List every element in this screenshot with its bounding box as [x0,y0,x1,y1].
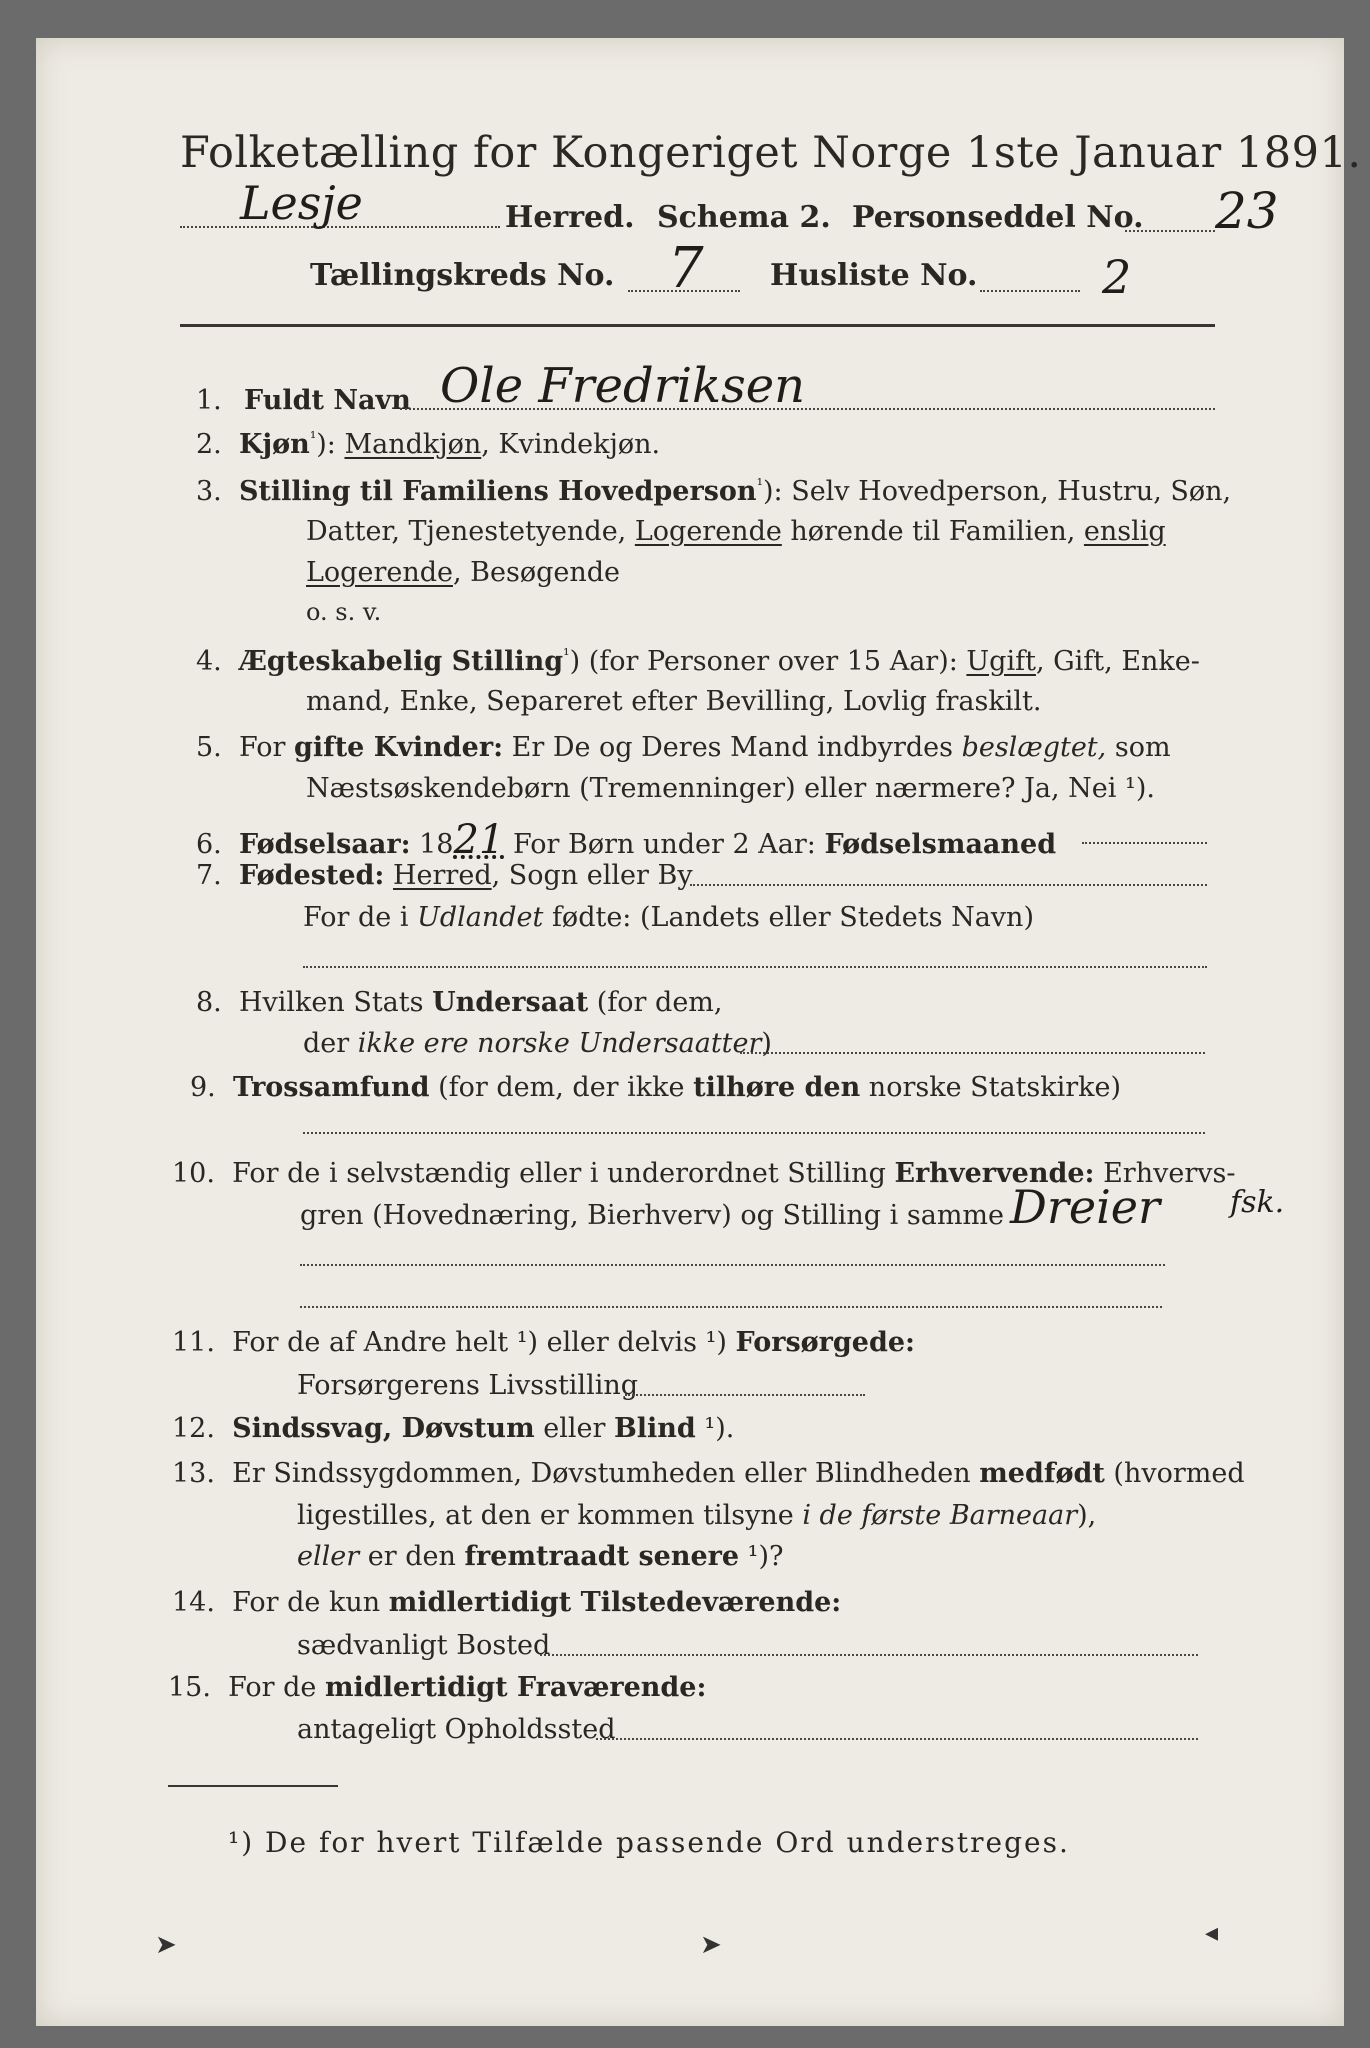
q3-sup: ¹ [756,475,763,494]
q14-dotted-line [540,1654,1198,1656]
personseddel-label: Personseddel No. [852,200,1144,235]
q7-dotted-line2 [303,966,1207,968]
q6-number: 6. [196,829,222,860]
taellingskreds-value: 7 [668,236,704,301]
q15-fravaerende: midlertidigt Fraværende: [324,1672,707,1703]
q1-handwritten-name: Ole Fredriksen [440,358,806,414]
footnote: ¹) De for hvert Tilfælde passende Ord understreges. [228,1826,1070,1859]
q8-rest: (for dem, [588,987,723,1018]
q15-line1a: For de [228,1672,325,1703]
q10-handwritten-occupation: Dreier [1010,1180,1161,1234]
q3-logerende-underlined: Logerende [634,516,782,547]
q6-fodselsmaaned: Fødselsmaaned [824,829,1057,860]
q14-number: 14. [172,1587,215,1618]
q4-row2: mand, Enke, Separeret efter Bevilling, Lovlig fraskilt. [306,686,1042,717]
schema-label: Schema 2. [657,200,831,235]
q11-dotted-line [625,1394,865,1396]
registration-mark-left: ➤ [155,1930,177,1960]
q13-row2 [297,1500,1096,1531]
q7-dotted-line [690,884,1207,886]
q4-line1c: , Gift, Enke- [1035,646,1200,677]
q11-number: 11. [172,1327,215,1358]
personseddel-value: 23 [1215,182,1279,240]
q5-row1 [196,732,1171,763]
taellingskreds-label: Tællingskreds No. [310,258,615,293]
q3-row3 [306,557,620,588]
q9-tilhore-den: tilhøre den [693,1072,861,1103]
q3-line2c: hørende til Familien, [781,516,1084,547]
q7-number: 7. [196,860,222,891]
q14-line1a: For de kun [232,1587,389,1618]
q7-rest: , Sogn eller By [491,860,693,891]
q7-row1 [196,860,693,891]
q8-line2b: ikke ere norske Undersaatter [357,1028,762,1059]
q14-tilstedevaerende: midlertidigt Tilstedeværende: [388,1587,842,1618]
q8-label1: Hvilken Stats [238,987,433,1018]
q2-sup: ¹ [309,428,317,447]
q10-number: 10. [172,1158,215,1189]
q13-line3d: ¹)? [739,1541,784,1572]
husliste-dotted-line [980,290,1080,292]
q5-label1: For [238,732,294,763]
q6-label: Fødselsaar: [238,829,411,860]
q13-eller: eller [297,1541,360,1572]
form-title: Folketælling for Kongeriget Norge 1ste Januar 1891. [180,128,1362,178]
q3-number: 3. [196,476,222,507]
q8-line2a: der [303,1028,358,1059]
q2-option-mandkjon: Mandkjøn [344,429,482,460]
q13-line2b: i de første Barneaar [802,1500,1078,1531]
q4-number: 4. [196,646,222,677]
q2-label: Kjøn [238,429,310,460]
q1-label: Fuldt Navn [244,385,411,416]
q11-forsorgede: Forsørgede: [735,1327,915,1358]
q3-osv: o. s. v. [306,598,382,626]
q3-line2a: Datter, Tjenestetyende, [306,516,635,547]
q10-line1c: Erhvervs- [1094,1158,1236,1189]
q7-herred-underlined: Herred [393,860,492,891]
q3-row2 [306,516,1166,547]
q7-line2a: For de i [303,902,418,933]
q6-prefix: 18 [410,829,454,860]
q4-label: Ægteskabelig Stilling [238,646,564,677]
q9-number: 9. [190,1072,216,1103]
q2-option-kvindekjon: , Kvindekjøn. [481,429,661,460]
q9-label: Trossamfund [232,1072,430,1103]
q11-row1 [172,1327,915,1358]
q5-line1a: Er De og Deres Mand indbyrdes [503,732,962,763]
q5-line1b: beslægtet, [961,732,1107,763]
q12-label: Sindssvag, Døvstum [232,1413,535,1444]
q14-row2: sædvanligt Bosted [297,1630,551,1661]
q9-rest2: norske Statskirke) [860,1072,1122,1103]
q13-line1a: Er Sindssygdommen, Døvstumheden eller Blindheden [232,1458,980,1489]
q13-line3b: er den [359,1541,465,1572]
q5-row2: Næstsøskendebørn (Tremenninger) eller nærmere? Ja, Nei ¹). [306,773,1155,804]
q3-line3b: , Besøgende [452,557,620,588]
q13-fremtraadt-senere: fremtraadt senere [464,1541,740,1572]
q7-line2c: fødte: (Landets eller Stedets Navn) [543,902,1034,933]
q10-row2: gren (Hovednæring, Bierhverv) og Stilling i samme [300,1200,1005,1231]
q8-dotted-line [740,1052,1205,1054]
q10-dotted-line1 [300,1264,1165,1266]
q6-dotted-line [1082,842,1207,844]
q5-label2: gifte Kvinder: [293,732,504,763]
footnote-rule [168,1785,338,1787]
q10-dotted-line2 [300,1306,1162,1308]
husliste-label: Husliste No. [770,258,978,293]
q3-line1: ): Selv Hovedperson, Hustru, Søn, [762,476,1232,507]
q13-line2c: ), [1077,1500,1097,1531]
herred-handwritten: Lesje [240,176,363,230]
q13-line1c: (hvormed [1104,1458,1245,1489]
herred-label: Herred. [505,200,635,235]
q8-row1 [196,987,723,1018]
q12-number: 12. [172,1413,215,1444]
q8-line2c: ) [761,1028,772,1059]
q2-row [196,428,660,460]
q7-row2 [303,902,1034,933]
q2-number: 2. [196,429,222,460]
q12-rest: eller [534,1413,614,1444]
q11-line1a: For de af Andre helt ¹) eller delvis ¹) [232,1327,736,1358]
registration-mark-right: ◂ [1205,1918,1219,1948]
q13-medfodt: medfødt [979,1458,1105,1489]
q4-sup: ¹ [563,645,570,664]
q3-label: Stilling til Familiens Hovedperson [238,476,757,507]
q9-rest: (for dem, der ikke [429,1072,694,1103]
q15-row2: antageligt Opholdssted [297,1714,616,1745]
q10-margin-note: fsk. [1230,1185,1285,1220]
q6-rest: For Børn under 2 Aar: [504,829,825,860]
q15-number: 15. [168,1672,211,1703]
q3-logerende2-underlined: Logerende [306,557,453,588]
q9-dotted-line [303,1132,1205,1134]
q8-row2 [303,1028,772,1059]
personseddel-dotted-line [1125,230,1215,232]
header-rule [180,324,1215,327]
q13-number: 13. [172,1458,215,1489]
q13-row3 [297,1541,783,1572]
q5-line1c: som [1106,732,1171,763]
q7-label: Fødested: [238,860,385,891]
q1-number: 1. [196,385,222,416]
q15-dotted-line [596,1738,1198,1740]
q15-row1 [168,1672,706,1703]
q14-row1 [172,1587,841,1618]
q4-row1 [196,645,1200,677]
q10-erhvervende: Erhvervende: [894,1158,1095,1189]
q6-birthyear-handwritten: 21 [453,817,505,863]
q10-line1a: For de i selvstændig eller i underordnet Stilling [232,1158,895,1189]
q9-row [190,1072,1121,1103]
q5-number: 5. [196,732,222,763]
q6-row [196,817,1056,863]
q7-udlandet: Udlandet [417,902,544,933]
q13-line2a: ligestilles, at den er kommen tilsyne [297,1500,803,1531]
q12-row [172,1413,734,1444]
q12-blind: Blind [613,1413,696,1444]
husliste-value: 2 [1102,250,1132,304]
q11-row2: Forsørgerens Livsstilling [297,1370,639,1401]
q13-row1 [172,1458,1245,1489]
q8-undersaat: Undersaat [432,987,589,1018]
q3-row1 [196,475,1231,507]
q8-number: 8. [196,987,222,1018]
q4-ugift-underlined: Ugift [966,646,1036,677]
registration-mark-center: ➤ [700,1930,722,1960]
q3-enslig-underlined: enslig [1083,516,1166,547]
q2-rest: ): [316,429,345,460]
q12-tail: ¹). [695,1413,735,1444]
q4-line1a: ) (for Personer over 15 Aar): [569,646,967,677]
